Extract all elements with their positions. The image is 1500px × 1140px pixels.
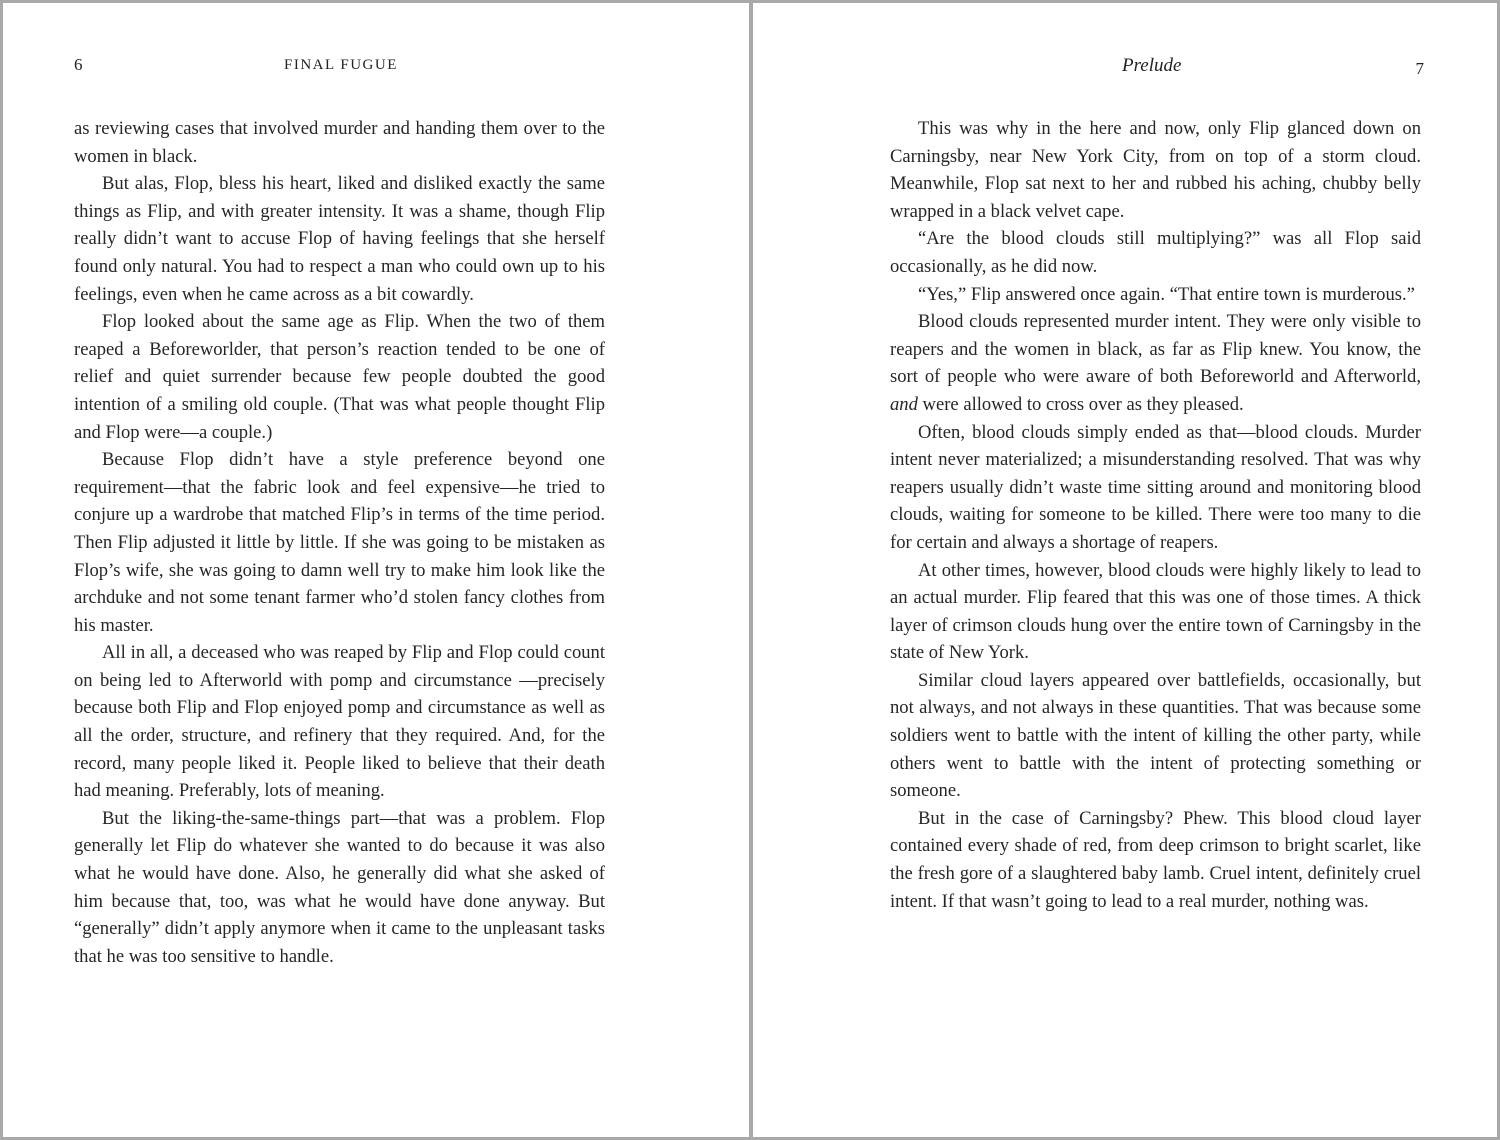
paragraph: At other times, however, blood clouds were highly likely to lead to an actual murder. Flip feared that this was one of those times. A thick layer of crimson clouds hung over the entire town of Carningsby in the state of New York. [890,559,1421,664]
paragraph: All in all, a deceased who was reaped by Flip and Flop could count on being led to Afterworld with pomp and circumstance —precisely because both Flip and Flop enjoyed pomp and circumstance as well as all the order, structure, and refinery that they required. And, for the record, many people liked it. People liked to believe that their death had meaning. Preferably, lots of meaning. [74,642,605,802]
paragraph: This was why in the here and now, only Flip glanced down on Carningsby, near New York City, from on top of a storm cloud. Meanwhile, Flop sat next to her and rubbed his aching, chubby belly wrapped in a black velvet cape. [890,118,1421,222]
italic-emphasis: and [890,393,918,415]
right-page-header [890,3,1497,115]
paragraph: “Yes,” Flip answered once again. “That entire town is murderous.” [918,283,1415,305]
running-head-book-title: FINAL FUGUE [284,57,398,73]
left-page-header [74,3,750,115]
paragraph: Often, blood clouds simply ended as that—blood clouds. Murder intent never materialized; a misunderstanding resolved. That was why reapers usually didn’t waste time sitting around and monitoring blood clouds, waiting for someone to be killed. There were too many to die for certain and always a shortage of reapers. [890,421,1421,553]
paragraph: But the liking-the-same-things part—that was a problem. Flop generally let Flip do whatever she wanted to do because it was also what he would have done. Also, he generally did what she asked of him because that, too, was what he would have done anyway. But “generally” didn’t apply anymore when it came to the unpleasant tasks that he was too sensitive to handle. [74,807,605,967]
right-page [750,3,1497,1137]
right-page-text [890,115,1421,915]
paragraph: Similar cloud layers appeared over battlefields, occasionally, but not always, and not always in these quantities. That was because some soldiers went to battle with the intent of killing the other party, while others went to battle with the intent of protecting something or someone. [890,669,1421,802]
paragraph: Flop looked about the same age as Flip. When the two of them reaped a Beforeworlder, that person’s reaction tended to be one of relief and quiet surrender because few people doubted the good intention of a smiling old couple. (That was what people thought Flip and Flop were—a couple.) [74,311,605,443]
page-number: 6 [74,55,83,74]
running-head-chapter-title: Prelude [1122,55,1182,76]
paragraph: But in the case of Carningsby? Phew. This blood cloud layer contained every shade of red, from deep crimson to bright scarlet, like the fresh gore of a slaughtered baby lamb. Cruel intent, definitely cruel intent. If that wasn’t going to lead to a real murder, nothing was. [890,807,1421,912]
paragraph-blood-clouds [890,308,1421,418]
page-number: 7 [1415,59,1424,78]
paragraph: Because Flop didn’t have a style preference beyond one requirement—that the fabric look and feel expensive—he tried to conjure up a wardrobe that matched Flip’s in terms of the time period. Then Flip adjusted it little by little. If she was going to be mistaken as Flop’s wife, she was going to damn well try to make him look like the archduke and not some tenant farmer who’d stolen fancy clothes from his master. [74,449,605,636]
left-page-text [74,115,605,970]
left-page [3,3,750,1137]
paragraph-text: Blood clouds represented murder intent. They were only visible to reapers and the women in black, as far as Flip knew. You know, the sort of people who were aware of both Beforeworld and Afterworld, [890,311,1421,388]
paragraph: “Are the blood clouds still multiplying?” was all Flop said occasionally, as he did now. [890,228,1421,277]
paragraph: as reviewing cases that involved murder and handing them over to the women in black. [74,118,605,167]
paragraph-text: were allowed to cross over as they pleased. [922,393,1244,415]
paragraph: But alas, Flop, bless his heart, liked and disliked exactly the same things as Flip, and with greater intensity. It was a shame, though Flip really didn’t want to accuse Flop of having feelings that she herself found only natural. You had to respect a man who could own up to his feelings, even when he came across as a bit cowardly. [74,173,605,305]
